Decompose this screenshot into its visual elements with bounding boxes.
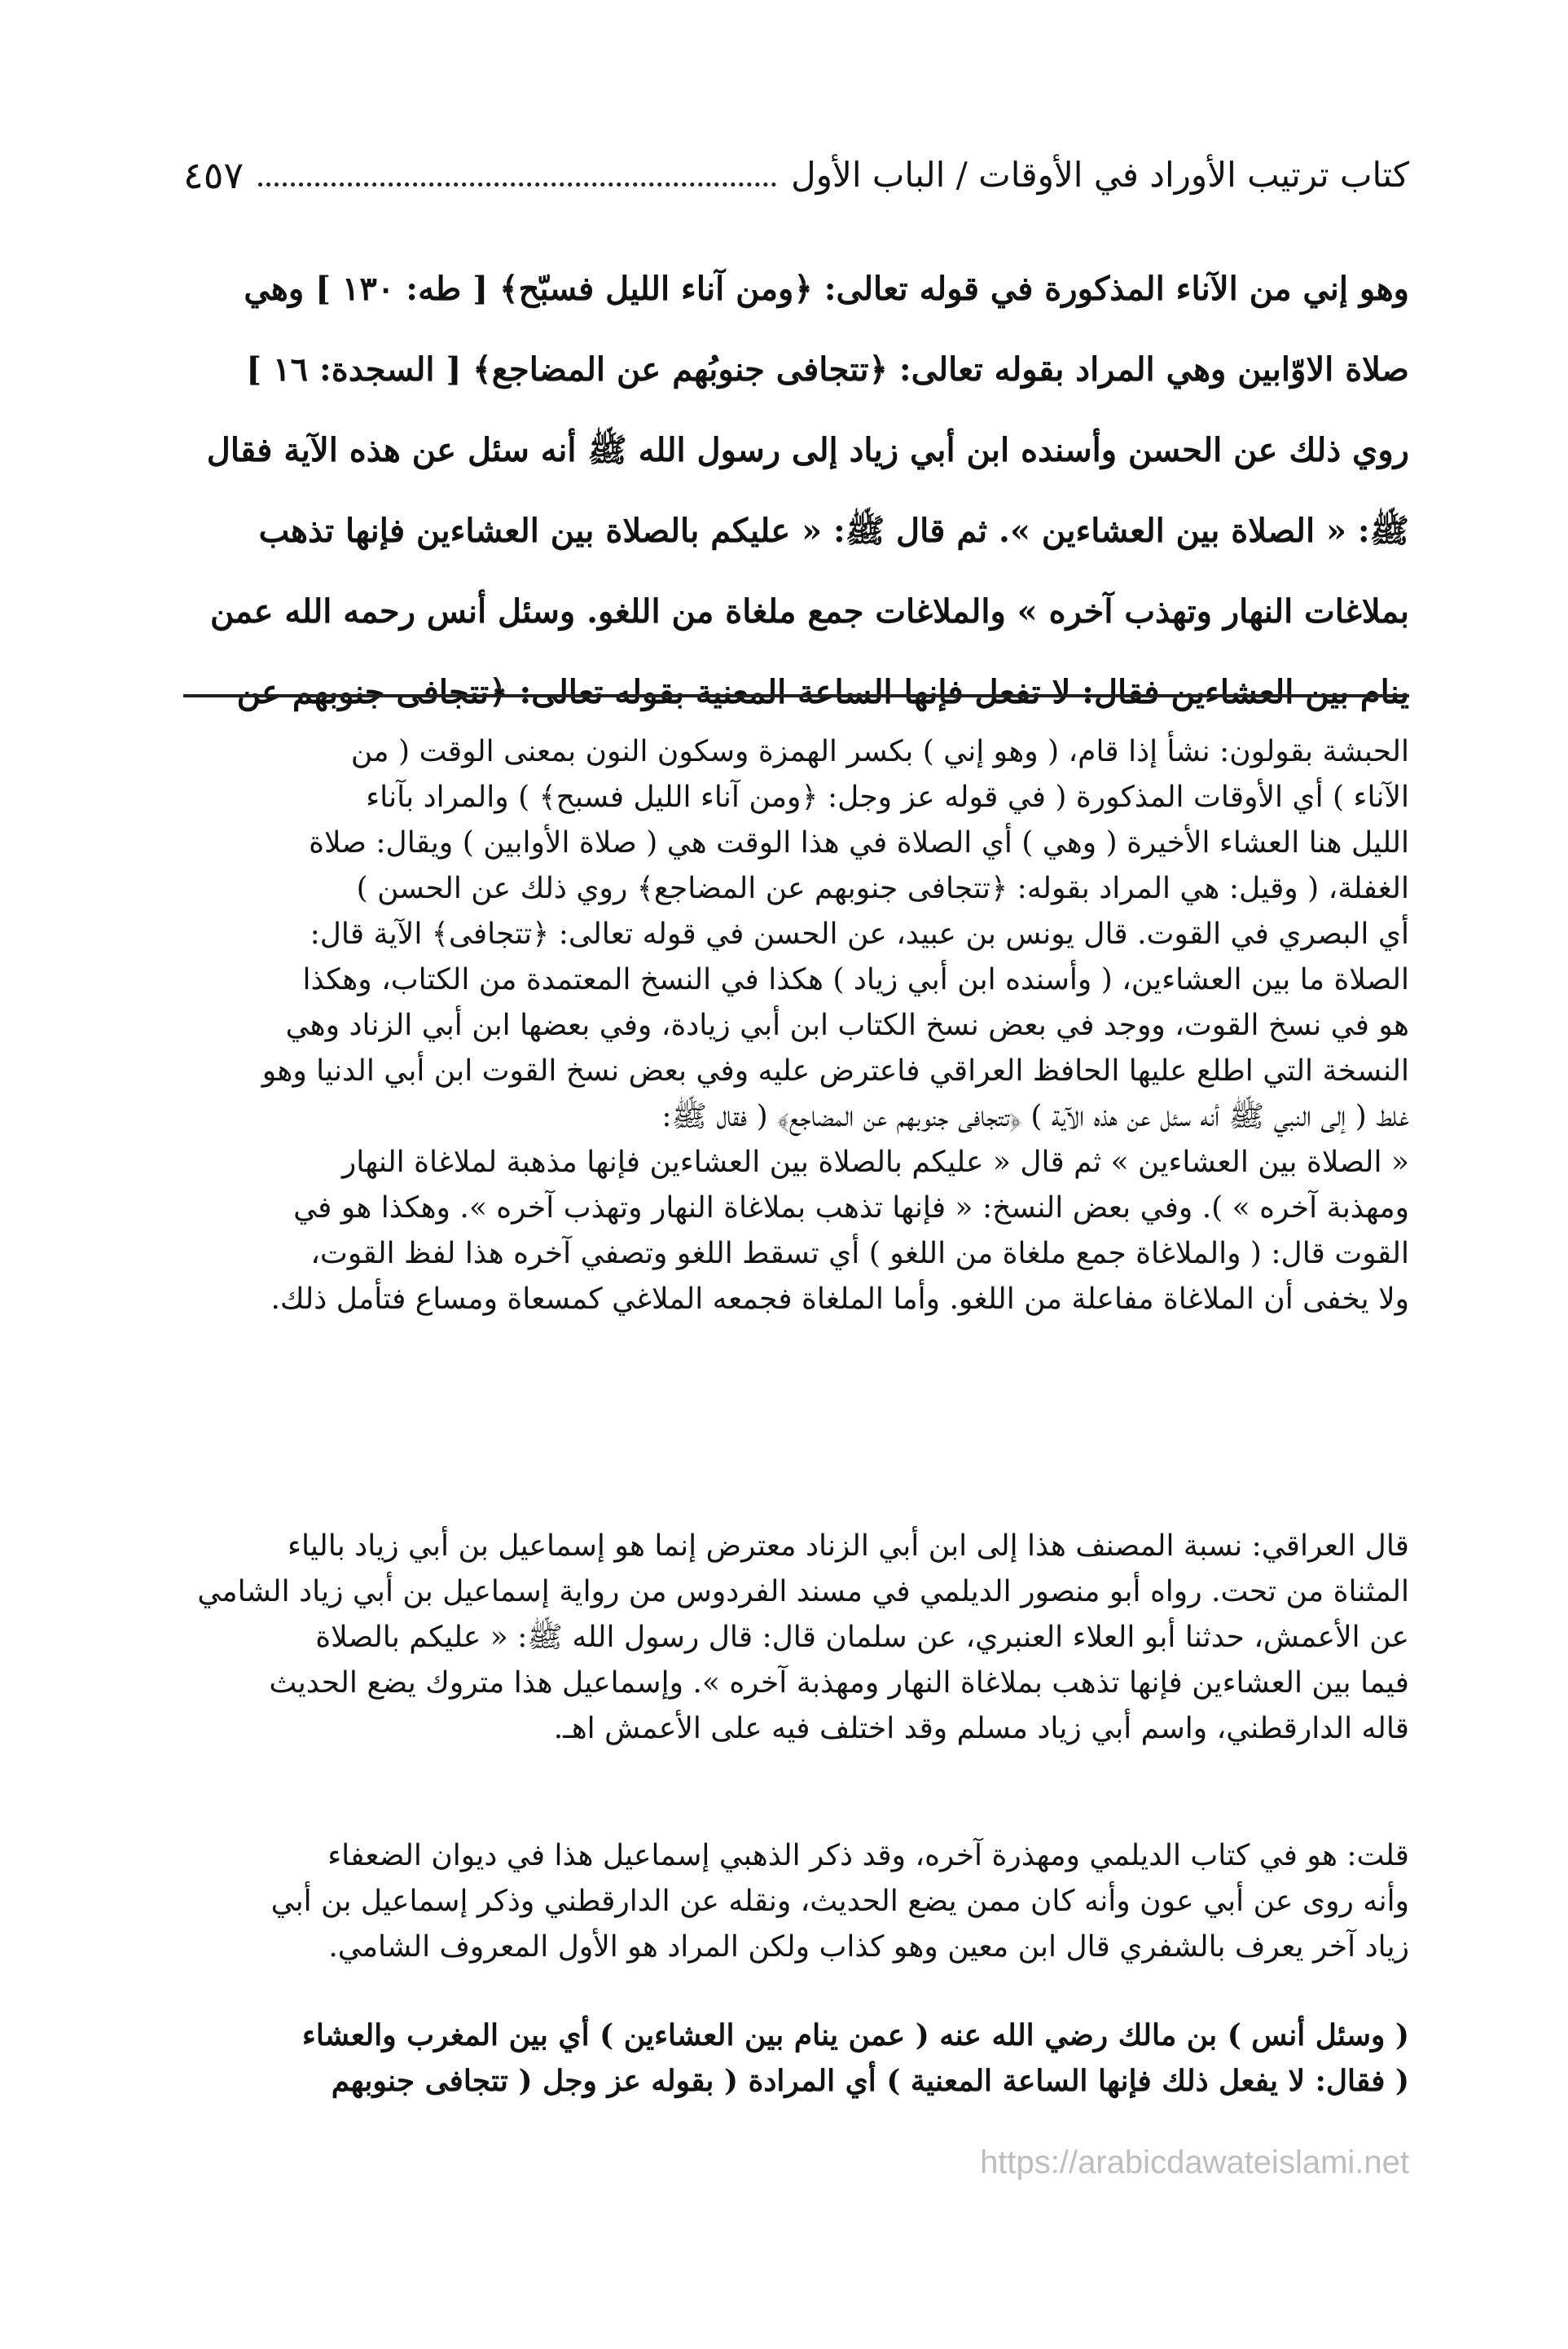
commentary-paragraph-3	[183, 1833, 1409, 1970]
commentary-line: ( فقال: لا يفعل ذلك فإنها الساعة المعنية ) أي المرادة ( بقوله عز وجل ( تتجافى جنوبهم	[331, 2064, 1409, 2098]
commentary-line: عن الأعمش، حدثنا أبو العلاء العنبري، عن سلمان قال: قال رسول الله ﷺ: « عليكم بالصلاة	[315, 1621, 1409, 1654]
commentary-line: الحبشة بقولون: نشأ إذا قام، ( وهو إني ) بكسر الهمزة وسكون النون بمعنى الوقت ( من	[350, 735, 1409, 768]
main-text-line: ينام بين العشاءين فقال: لا تفعل فإنها الساعة المعنية بقوله تعالى: ﴿تتجافى جنوبهم عن	[236, 673, 1409, 711]
commentary-line: وأنه روى عن أبي عون وأنه كان ممن يضع الحديث، ونقله عن الدارقطني وذكر إسماعيل بن أبي	[270, 1885, 1409, 1918]
commentary-line: النسخة التي اطلع عليها الحافظ العراقي فاعترض عليه وفي بعض نسخ القوت ابن أبي الدنيا وهو	[261, 1054, 1409, 1088]
main-text-line: ﷺ: « الصلاة بين العشاءين ». ثم قال ﷺ: « عليكم بالصلاة بين العشاءين فإنها تذهب	[258, 512, 1409, 550]
commentary-line: قال العراقي: نسبة المصنف هذا إلى ابن أبي الزناد معترض إنما هو إسماعيل بن أبي زياد بالياء	[288, 1529, 1409, 1563]
commentary-line: زياد آخر يعرف بالشفري قال ابن معين وهو كذاب ولكن المراد هو الأول المعروف الشامي.	[328, 1930, 1409, 1964]
commentary-line: الغفلة، ( وقيل: هي المراد بقوله: ﴿تتجافى جنوبهم عن المضاجع﴾ روي ذلك عن الحسن )	[356, 872, 1409, 905]
commentary-line: قلت: هو في كتاب الديلمي ومهذرة آخره، وقد ذكر الذهبي إسماعيل هذا في ديوان الضعفاء	[327, 1839, 1409, 1872]
main-text	[183, 249, 1409, 732]
page-number: ٤٥٧	[183, 153, 244, 197]
commentary-line: فيما بين العشاءين فإنها تذهب بملاغاة النهار ومهذبة آخره ». وإسماعيل هذا متروك يضع الحديث	[269, 1666, 1409, 1700]
main-text-line: وهو إني من الآناء المذكورة في قوله تعالى: ﴿ومن آناء الليل فسبّح﴾ [ طه: ١٣٠ ] وهي	[244, 270, 1409, 308]
commentary-line: الليل هنا العشاء الأخيرة ( وهي ) أي الصلاة في هذا الوقت هي ( صلاة الأوابين ) ويقال: صلاة	[309, 826, 1409, 860]
commentary-line: القوت قال: ( والملاغاة جمع ملغاة من اللغو ) أي تسقط اللغو وتصفي آخره هذا لفظ القوت،	[310, 1237, 1409, 1270]
commentary-line: الصلاة ما بين العشاءين، ( وأسنده ابن أبي زياد ) هكذا في النسخ المعتمدة من الكتاب، وهكذا	[302, 963, 1409, 996]
commentary-line: « الصلاة بين العشاءين » ثم قال « عليكم بالصلاة بين العشاءين فإنها مذهبة لملاغاة النهار	[341, 1146, 1409, 1179]
commentary-line: قاله الدارقطني، واسم أبي زياد مسلم وقد اختلف فيه على الأعمش اهـ.	[553, 1712, 1409, 1745]
main-text-line: صلاة الاوّابين وهي المراد بقوله تعالى: ﴿تتجافى جنوبُهم عن المضاجع﴾ [ السجدة: ١٦ ]	[246, 350, 1409, 389]
commentary-line: ولا يخفى أن الملاغاة مفاعلة من اللغو. وأما الملغاة فجمعه الملاغي كمسعاة ومساع فتأمل ذلك.	[270, 1282, 1409, 1316]
commentary-line: غلط ( إلى النبي ﷺ أنه سئل عن هذه الآية ) ﴿تتجافى جنوبهم عن المضاجع﴾ ( فقال ﷺ:	[661, 1100, 1409, 1133]
commentary-paragraph-4	[183, 2012, 1409, 2104]
commentary-line: أي البصري في القوت. قال يونس بن عبيد، عن الحسن في قوله تعالى: ﴿تتجافى﴾ الآية قال:	[310, 917, 1409, 951]
main-text-line: روي ذلك عن الحسن وأسنده ابن أبي زياد إلى رسول الله ﷺ أنه سئل عن هذه الآية فقال	[206, 431, 1409, 469]
header-title: كتاب ترتيب الأوراد في الأوقات / الباب الأول	[791, 155, 1409, 195]
commentary-line: هو في نسخ القوت، ووجد في بعض نسخ الكتاب ابن أبي زيادة، وفي بعضها ابن أبي الزناد وهي	[285, 1009, 1409, 1042]
main-text-line: بملاغات النهار وتهذب آخره » والملاغات جمع ملغاة من اللغو. وسئل أنس رحمه الله عمن	[210, 592, 1409, 631]
commentary-paragraph-2	[183, 1524, 1409, 1752]
commentary-line: المثناة من تحت. رواه أبو منصور الديلمي في مسند الفردوس من رواية إسماعيل بن أبي زياد الشامي	[197, 1575, 1409, 1608]
commentary-line: ومهذبة آخره » ). وفي بعض النسخ: « فإنها تذهب بملاغاة النهار وتهذب آخره ». وهكذا هو في	[293, 1191, 1409, 1225]
separator-rule	[183, 694, 1409, 697]
commentary-line: الآناء ) أي الأوقات المذكورة ( في قوله عز وجل: ﴿ومن آناء الليل فسبح﴾ ) والمراد بآناء	[366, 781, 1409, 814]
source-watermark: https://arabicdawateislami.net	[980, 2144, 1409, 2180]
commentary-paragraph-1	[183, 729, 1409, 1322]
header-dot-leader	[258, 183, 776, 187]
commentary-line: ( وسئل أنس ) بن مالك رضي الله عنه ( عمن ينام بين العشاءين ) أي بين المغرب والعشاء	[301, 2018, 1409, 2052]
running-header	[183, 134, 1409, 200]
